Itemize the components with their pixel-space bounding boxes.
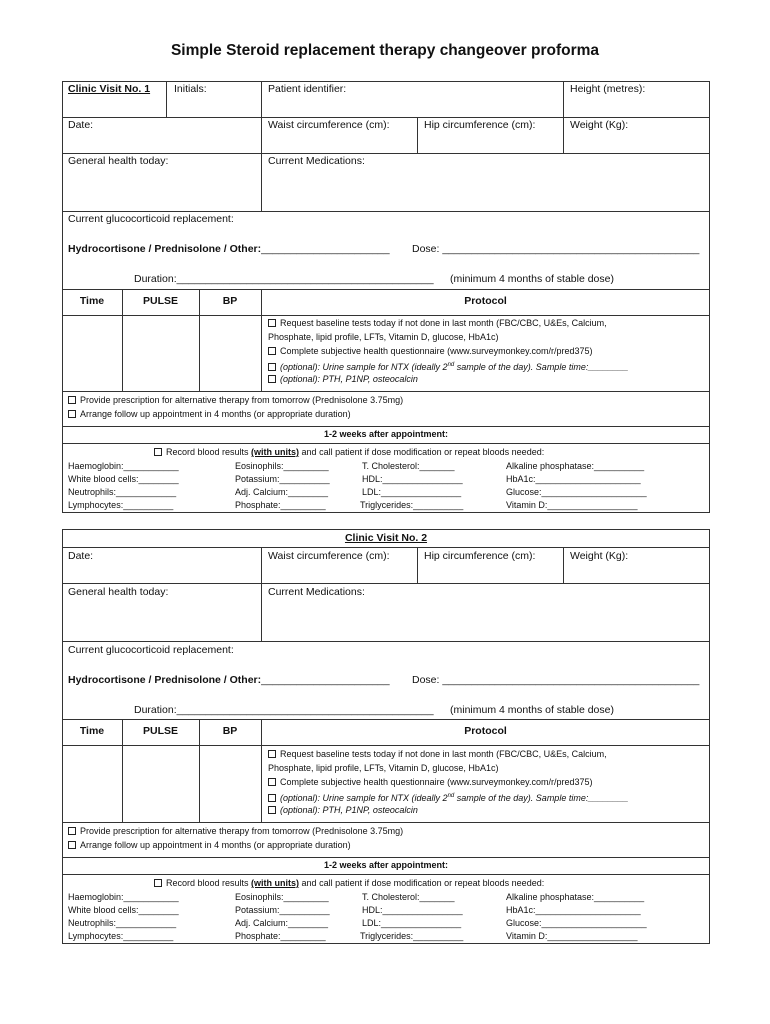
general-health-field[interactable]: General health today: <box>68 155 169 167</box>
eosinophils-field[interactable]: Eosinophils:_________ <box>235 892 329 902</box>
duration-field[interactable]: Duration:____________________________________________ <box>134 273 434 285</box>
protocol-baseline-tests-cont: Phosphate, lipid profile, LFTs, Vitamin D, glucose, HbA1c) <box>268 332 499 342</box>
checkbox[interactable] <box>68 827 76 835</box>
date-field[interactable]: Date: <box>68 119 94 131</box>
checkbox[interactable] <box>68 410 76 418</box>
protocol-pth: (optional): PTH, P1NP, osteocalcin <box>280 374 418 384</box>
hba1c-field[interactable]: HbA1c:_____________________ <box>506 905 641 915</box>
bp-column-header: BP <box>222 295 238 307</box>
potassium-field[interactable]: Potassium:__________ <box>235 474 330 484</box>
haemoglobin-field[interactable]: Haemoglobin:___________ <box>68 892 179 902</box>
followup-item: Arrange follow up appointment in 4 months (or appropriate duration) <box>80 409 351 419</box>
vitamin-d-field[interactable]: Vitamin D:__________________ <box>506 931 638 941</box>
potassium-field[interactable]: Potassium:__________ <box>235 905 330 915</box>
lymphocytes-field[interactable]: Lymphocytes:__________ <box>68 500 174 510</box>
adj-calcium-field[interactable]: Adj. Calcium:________ <box>235 487 329 497</box>
weight-field[interactable]: Weight (Kg): <box>570 550 629 562</box>
checkbox[interactable] <box>268 750 276 758</box>
adj-calcium-field[interactable]: Adj. Calcium:________ <box>235 918 329 928</box>
eosinophils-field[interactable]: Eosinophils:_________ <box>235 461 329 471</box>
drug-options-label: Hydrocortisone / Prednisolone / Other: <box>68 674 262 686</box>
hip-field[interactable]: Hip circumference (cm): <box>424 550 536 562</box>
prescription-item: Provide prescription for alternative therapy from tomorrow (Prednisolone 3.75mg) <box>80 395 404 405</box>
lymphocytes-field[interactable]: Lymphocytes:__________ <box>68 931 174 941</box>
checkbox[interactable] <box>68 396 76 404</box>
visit2-heading: Clinic Visit No. 2 <box>344 532 428 544</box>
drug-other-blank[interactable]: ______________________ <box>261 674 390 686</box>
t-cholesterol-field[interactable]: T. Cholesterol:_______ <box>362 892 455 902</box>
checkbox[interactable] <box>268 375 276 383</box>
protocol-baseline-tests: Request baseline tests today if not done in last month (FBC/CBC, U&Es, Calcium, <box>280 749 607 759</box>
duration-field[interactable]: Duration:____________________________________________ <box>134 704 434 716</box>
glucose-field[interactable]: Glucose:_____________________ <box>506 487 647 497</box>
date-field[interactable]: Date: <box>68 550 94 562</box>
waist-field[interactable]: Waist circumference (cm): <box>268 119 390 131</box>
hdl-field[interactable]: HDL:________________ <box>362 474 463 484</box>
t-cholesterol-field[interactable]: T. Cholesterol:_______ <box>362 461 455 471</box>
record-blood-label: Record blood results <box>166 878 252 888</box>
height-field[interactable]: Height (metres): <box>570 83 646 95</box>
pulse-column-header: PULSE <box>142 295 178 307</box>
time-column-header: Time <box>79 295 105 307</box>
phosphate-field[interactable]: Phosphate:_________ <box>235 931 326 941</box>
checkbox[interactable] <box>154 879 162 887</box>
hba1c-field[interactable]: HbA1c:_____________________ <box>506 474 641 484</box>
superscript-nd: nd <box>447 793 455 799</box>
drug-options-label: Hydrocortisone / Prednisolone / Other: <box>68 243 262 255</box>
record-blood-label-cont: and call patient if dose modification or repeat bloods needed: <box>299 878 545 888</box>
protocol-column-header: Protocol <box>464 295 507 307</box>
hdl-field[interactable]: HDL:________________ <box>362 905 463 915</box>
record-blood-label-cont: and call patient if dose modification or repeat bloods needed: <box>299 447 545 457</box>
dose-field[interactable]: Dose: ____________________________________________ <box>412 243 700 255</box>
checkbox[interactable] <box>268 363 276 371</box>
neutrophils-field[interactable]: Neutrophils:____________ <box>68 487 177 497</box>
checkbox[interactable] <box>268 319 276 327</box>
weeks-after-heading: 1-2 weeks after appointment: <box>323 860 449 870</box>
wbc-field[interactable]: White blood cells:________ <box>68 905 179 915</box>
checkbox[interactable] <box>268 794 276 802</box>
prescription-item: Provide prescription for alternative therapy from tomorrow (Prednisolone 3.75mg) <box>80 826 404 836</box>
checkbox[interactable] <box>68 841 76 849</box>
current-medications-field[interactable]: Current Medications: <box>268 586 365 598</box>
wbc-field[interactable]: White blood cells:________ <box>68 474 179 484</box>
initials-field[interactable]: Initials: <box>174 83 207 95</box>
protocol-sample-time[interactable]: sample of the day). Sample time:________ <box>454 793 629 803</box>
ldl-field[interactable]: LDL:________________ <box>362 918 462 928</box>
drug-other-blank[interactable]: ______________________ <box>261 243 390 255</box>
phosphate-field[interactable]: Phosphate:_________ <box>235 500 326 510</box>
triglycerides-field[interactable]: Triglycerides:__________ <box>360 931 464 941</box>
triglycerides-field[interactable]: Triglycerides:__________ <box>360 500 464 510</box>
time-column-header: Time <box>79 725 105 737</box>
checkbox[interactable] <box>154 448 162 456</box>
protocol-urine-sample: (optional): Urine sample for NTX (ideally 2 <box>280 793 448 803</box>
protocol-questionnaire: Complete subjective health questionnaire (www.surveymonkey.com/r/pred375) <box>280 346 593 356</box>
weight-field[interactable]: Weight (Kg): <box>570 119 629 131</box>
vitamin-d-field[interactable]: Vitamin D:__________________ <box>506 500 638 510</box>
bp-column-header: BP <box>222 725 238 737</box>
haemoglobin-field[interactable]: Haemoglobin:___________ <box>68 461 179 471</box>
protocol-baseline-tests: Request baseline tests today if not done in last month (FBC/CBC, U&Es, Calcium, <box>280 318 607 328</box>
superscript-nd: nd <box>447 362 455 368</box>
protocol-column-header: Protocol <box>464 725 507 737</box>
checkbox[interactable] <box>268 347 276 355</box>
weeks-after-heading: 1-2 weeks after appointment: <box>323 429 449 439</box>
minimum-duration-note: (minimum 4 months of stable dose) <box>450 273 614 285</box>
dose-field[interactable]: Dose: ____________________________________________ <box>412 674 700 686</box>
hip-field[interactable]: Hip circumference (cm): <box>424 119 536 131</box>
protocol-urine-sample: (optional): Urine sample for NTX (ideally 2 <box>280 362 448 372</box>
checkbox[interactable] <box>268 806 276 814</box>
pulse-column-header: PULSE <box>142 725 178 737</box>
current-glucocorticoid-label: Current glucocorticoid replacement: <box>68 644 234 656</box>
with-units-text: (with units) <box>251 878 300 888</box>
protocol-sample-time[interactable]: sample of the day). Sample time:________ <box>454 362 629 372</box>
glucose-field[interactable]: Glucose:_____________________ <box>506 918 647 928</box>
current-medications-field[interactable]: Current Medications: <box>268 155 365 167</box>
protocol-baseline-tests-cont: Phosphate, lipid profile, LFTs, Vitamin D, glucose, HbA1c) <box>268 763 499 773</box>
minimum-duration-note: (minimum 4 months of stable dose) <box>450 704 614 716</box>
with-units-text: (with units) <box>251 447 300 457</box>
protocol-questionnaire: Complete subjective health questionnaire (www.surveymonkey.com/r/pred375) <box>280 777 593 787</box>
alk-phos-field[interactable]: Alkaline phosphatase:__________ <box>506 461 645 471</box>
waist-field[interactable]: Waist circumference (cm): <box>268 550 390 562</box>
record-blood-label: Record blood results <box>166 447 252 457</box>
visit1-heading: Clinic Visit No. 1 <box>68 83 151 95</box>
followup-item: Arrange follow up appointment in 4 months (or appropriate duration) <box>80 840 351 850</box>
checkbox[interactable] <box>268 778 276 786</box>
neutrophils-field[interactable]: Neutrophils:____________ <box>68 918 177 928</box>
general-health-field[interactable]: General health today: <box>68 586 169 598</box>
page-title: Simple Steroid replacement therapy changeover proforma <box>170 42 600 59</box>
patient-identifier-field[interactable]: Patient identifier: <box>268 83 347 95</box>
ldl-field[interactable]: LDL:________________ <box>362 487 462 497</box>
current-glucocorticoid-label: Current glucocorticoid replacement: <box>68 213 234 225</box>
protocol-pth: (optional): PTH, P1NP, osteocalcin <box>280 805 418 815</box>
alk-phos-field[interactable]: Alkaline phosphatase:__________ <box>506 892 645 902</box>
